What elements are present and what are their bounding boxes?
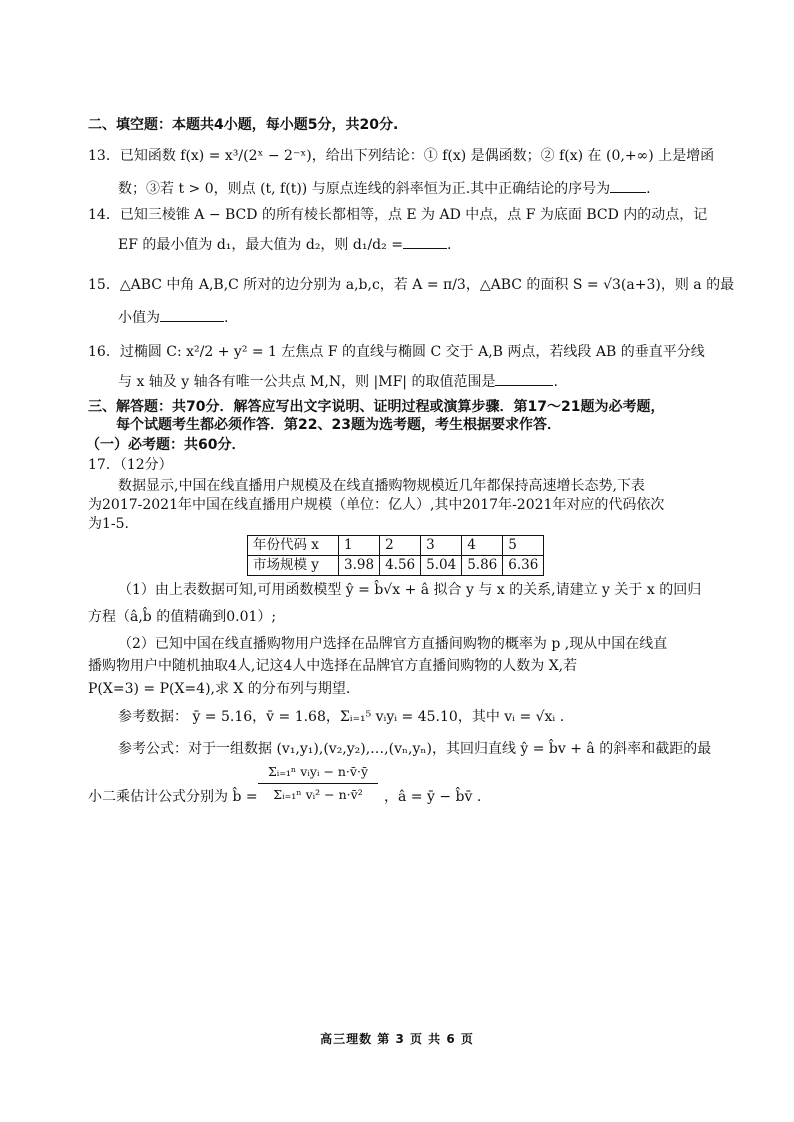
intercept-formula: ，â = ȳ − b̂v̄ .	[384, 789, 482, 805]
question-15-line-2: 小值为 .	[118, 310, 229, 326]
table-cell: 5.04	[421, 556, 462, 576]
section-solution-heading-line-1: 三、解答题：共70分．解答应写出文字说明、证明过程或演算步骤．第17～21题为必考题，	[88, 399, 665, 415]
answer-blank-16[interactable]	[495, 373, 553, 386]
table-cell: 6.36	[503, 556, 544, 576]
fraction-numerator: Σᵢ₌₁ⁿ vᵢyᵢ − n·v̄·ȳ	[267, 764, 369, 779]
page-footer: 高三理数 第 3 页 共 6 页	[320, 1032, 474, 1046]
table-header-market-scale: 市场规模 y	[248, 556, 339, 576]
question-16-line-1: 16．过椭圆 C: x²/2 + y² = 1 左焦点 F 的直线与椭圆 C 交于 A,B 两点，若线段 AB 的垂直平分线	[88, 344, 705, 360]
question-17-intro-2: 为2017-2021年中国在线直播用户规模（单位：亿人）,其中2017年-2021年对应的代码依次	[88, 497, 665, 513]
table-row-year-code	[248, 536, 544, 556]
answer-blank-15[interactable]	[160, 309, 224, 322]
table-cell: 5	[503, 536, 544, 556]
answer-blank-13[interactable]	[610, 180, 646, 193]
table-cell: 4	[462, 536, 503, 556]
least-squares-fraction	[258, 764, 378, 803]
section-solution-heading-line-2: 每个试题考生都必须作答．第22、23题为选考题，考生根据要求作答．	[116, 417, 561, 433]
user-scale-table	[247, 535, 544, 576]
fraction-denominator: Σᵢ₌₁ⁿ vᵢ² − n·v̄²	[273, 787, 363, 802]
reference-formula-line-1: 参考公式：对于一组数据 (v₁,y₁),(v₂,y₂),…,(vₙ,yₙ)，其回归直线 ŷ = b̂v + â 的斜率和截距的最	[118, 741, 712, 757]
table-cell: 3.98	[339, 556, 380, 576]
question-14-line-2: EF 的最小值为 d₁，最大值为 d₂，则 d₁/d₂ = .	[118, 237, 452, 253]
question-17-part-1-line-1: （1）由上表数据可知,可用函数模型 ŷ = b̂√x + â 拟合 y 与 x 的关系,请建立 y 关于 x 的回归	[118, 582, 702, 598]
table-cell: 5.86	[462, 556, 503, 576]
question-15-line-1: 15．△ABC 中角 A,B,C 所对的边分别为 a,b,c，若 A = π/3，△ABC 的面积 S = √3(a+3)，则 a 的最	[88, 277, 735, 293]
reference-data: 参考数据： ȳ = 5.16，v̄ = 1.68，Σᵢ₌₁⁵ vᵢyᵢ = 45.10，其中 vᵢ = √xᵢ .	[118, 709, 565, 725]
question-17-intro-3: 为1-5.	[88, 516, 129, 532]
table-cell: 4.56	[380, 556, 421, 576]
reference-formula-line-2: 小二乘估计公式分别为 b̂ =	[88, 789, 258, 805]
question-16-line-2: 与 x 轴及 y 轴各有唯一公共点 M,N，则 |MF| 的取值范围是 .	[118, 374, 558, 390]
question-13-line-1: 13．已知函数 f(x) = x³/(2ˣ − 2⁻ˣ)，给出下列结论：① f(x) 是偶函数；② f(x) 在 (0,+∞) 上是增函	[88, 148, 715, 164]
table-row-market-scale	[248, 556, 544, 576]
question-17-part-2-line-1: （2）已知中国在线直播购物用户选择在品牌官方直播间购物的概率为 p ,现从中国在线直	[118, 636, 668, 652]
question-14-line-1: 14．已知三棱锥 A − BCD 的所有棱长都相等，点 E 为 AD 中点，点 F 为底面 BCD 内的动点，记	[88, 207, 708, 223]
table-cell: 3	[421, 536, 462, 556]
section-fill-in-heading: 二、填空题：本题共4小题，每小题5分，共20分.	[88, 117, 399, 133]
question-17-part-2-line-3: P(X=3) = P(X=4),求 X 的分布列与期望.	[88, 681, 351, 697]
table-header-year-code: 年份代码 x	[248, 536, 339, 556]
table-cell: 2	[380, 536, 421, 556]
question-17-intro-1: 数据显示,中国在线直播用户规模及在线直播购物规模近几年都保持高速增长态势,下表	[118, 478, 645, 494]
question-17-number: 17．（12分）	[88, 457, 173, 473]
fraction-bar	[258, 783, 378, 784]
question-17-part-1-line-2: 方程（â,b̂ 的值精确到0.01）;	[88, 609, 277, 625]
required-questions-heading: （一）必考题：共60分．	[86, 437, 246, 453]
answer-blank-14[interactable]	[403, 236, 447, 249]
question-13-line-2: 数；③若 t > 0，则点 (t, f(t)) 与原点连线的斜率恒为正.其中正确结论的序号为 .	[118, 181, 651, 197]
table-cell: 1	[339, 536, 380, 556]
question-17-part-2-line-2: 播购物用户中随机抽取4人,记这4人中选择在品牌官方直播间购物的人数为 X,若	[88, 658, 578, 674]
